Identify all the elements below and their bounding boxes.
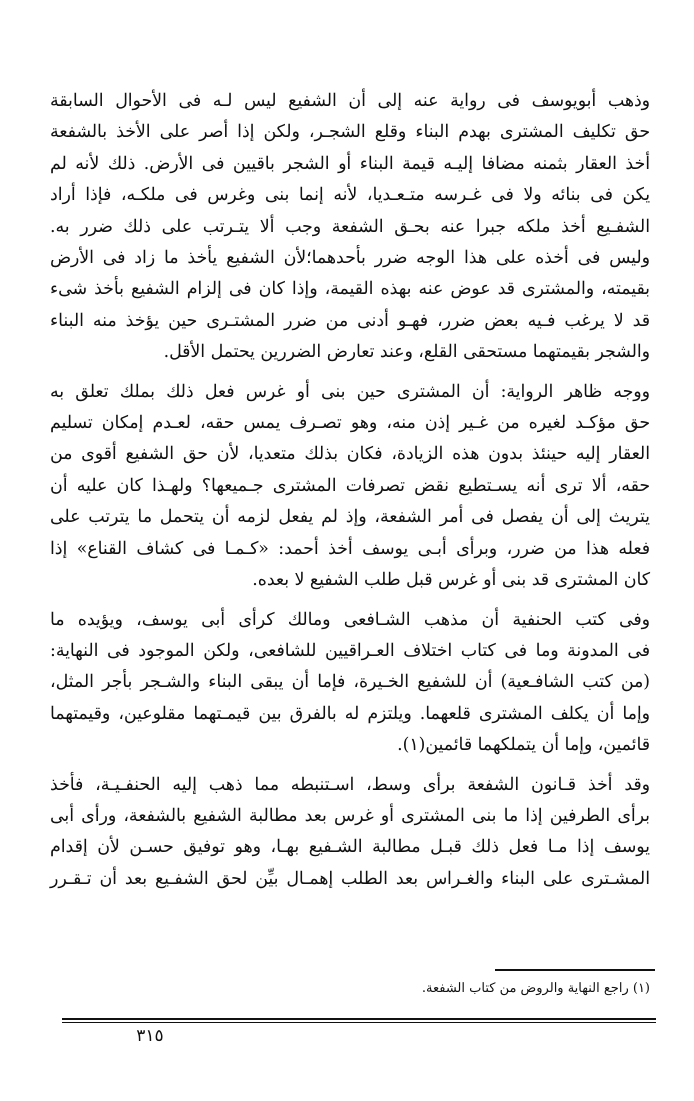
text-line: وذهب أبويوسف فى رواية عنه إلى أن الشفيع ليس لـه فى الأحوال السابقة <box>50 91 650 111</box>
text-line: العقار إليه حينئذ بدون هذه الزيادة، فكان بذلك متعديا، لأن حق الشفيع أقوى من <box>50 444 650 465</box>
text-line: المشـترى على البناء والغـراس بعد الطلب إهمـال بيِّن لحق الشفـيع بعد أن تـقـرر <box>50 868 650 889</box>
text-line: يكن فى بنائه ولا فى غـرسه متـعـديا، لأنه إنما بنى وغرس فى ملكـه، فإذا أراد <box>50 185 650 206</box>
text-line: حق تكليف المشترى بهدم البناء وقلع الشجـر، ولكن إذا أصر على الأخذ بالشفعة <box>50 122 650 143</box>
text-line: فعله هذا من ضرر، وبرأى أبـى يوسف أخذ أحمد: «كـمـا فى كشاف القناع» إذا <box>50 538 650 559</box>
text-line: حقه، ألا ترى أنه يسـتطيع نقض تصرفات المشترى جـميعها؟ ولهـذا كان عليه أن <box>50 475 650 496</box>
text-line: أخذ العقار بثمنه مضافا إليـه قيمة البناء أو الشجر باقيين فى الأرض. ذلك لأنه لم <box>50 153 650 174</box>
text-line: (من كتب الشافـعية) أن للشفيع الخـيرة، فإما أن يبقى البناء والشـجر بأجر المثل، <box>50 672 650 693</box>
text-line: فى المدونة وما فى كتاب اختلاف العـراقيين للشافعى، ولكن الموجود فى النهاية: <box>50 640 650 661</box>
paragraph-1 <box>50 86 650 369</box>
text-line: قائمين، وإما أن يتملكهما قائمين(١). <box>397 735 650 756</box>
bottom-rule-thick <box>62 1018 656 1020</box>
text-line: يوسف إذا مـا فعل ذلك قبـل مطالبة الشـفيع بهـا، وهو توفيق حسـن لأن إقدام <box>50 837 650 858</box>
paragraph-3 <box>50 605 650 762</box>
text-line: وليس فى أخذه على هذا الوجه ضرر بأحدهما؛لأن الشفيع يأخذ ما زاد فى الأرض <box>50 248 650 269</box>
text-line: والشجر بقيمتهما مستحقى القلع، وعند تعارض الضررين يحتمل الأقل. <box>163 342 650 363</box>
footnote: (١) راجع النهاية والروض من كتاب الشفعة. <box>421 981 650 996</box>
page-body <box>50 86 650 895</box>
text-line: وإما أن يكلف المشترى قلعهما. ويلتزم له بالفرق بين قيمـتهما مقلوعين، وقيمتهما <box>50 703 650 724</box>
text-line: الشفـيع أخذ ملكه جبرا عنه بحـق الشفعة وجب ألا يتـرتب على ذلك ضرر به. <box>50 216 650 237</box>
bottom-rule-thin <box>62 1022 656 1023</box>
text-line: يتريث إلى أن يفصل فى أمر الشفعة، وإذ لم يفعل لزمه أن يتحمل ما يترتب على <box>50 507 650 528</box>
text-line: بقيمته، والمشترى قد عوض عنه بهذه القيمة، وإذا كان فى إلزام الشفيع بأخذ شىء <box>50 279 650 300</box>
text-line: وقد أخذ قـانون الشفعة برأى وسط، اسـتنبطه مما ذهب إليه الحنفـيـة، فأخذ <box>50 774 650 795</box>
paragraph-2 <box>50 377 650 597</box>
page-number: ٣١٥ <box>136 1026 164 1046</box>
text-line: ووجه ظاهر الرواية: أن المشترى حين بنى أو غرس فعل ذلك بملك تعلق به <box>50 381 650 402</box>
text-line: وفى كتب الحنفية أن مذهب الشـافعى ومالك كرأى أبى يوسف، ويؤيده ما <box>50 609 650 630</box>
text-line: برأى الطرفين إذا ما بنى المشترى أو غرس بعد مطالبة الشفيع بالشفعة، ورأى أبى <box>50 805 650 826</box>
text-line: حق مؤكـد لغيره من غـير إذن منه، وهو تصـرف يمس حقه، لعـدم إمكان تسليم <box>50 413 650 434</box>
text-line: كان المشترى قد بنى أو غرس قبل طلب الشفيع لا بعده. <box>252 570 650 591</box>
paragraph-4 <box>50 770 650 896</box>
text-line: قد لا يرغب فـيه بعض ضرر، فهـو أدنى من ضرر المشتـرى حين يؤخذ منه البناء <box>50 310 650 331</box>
footnote-divider <box>495 969 655 971</box>
